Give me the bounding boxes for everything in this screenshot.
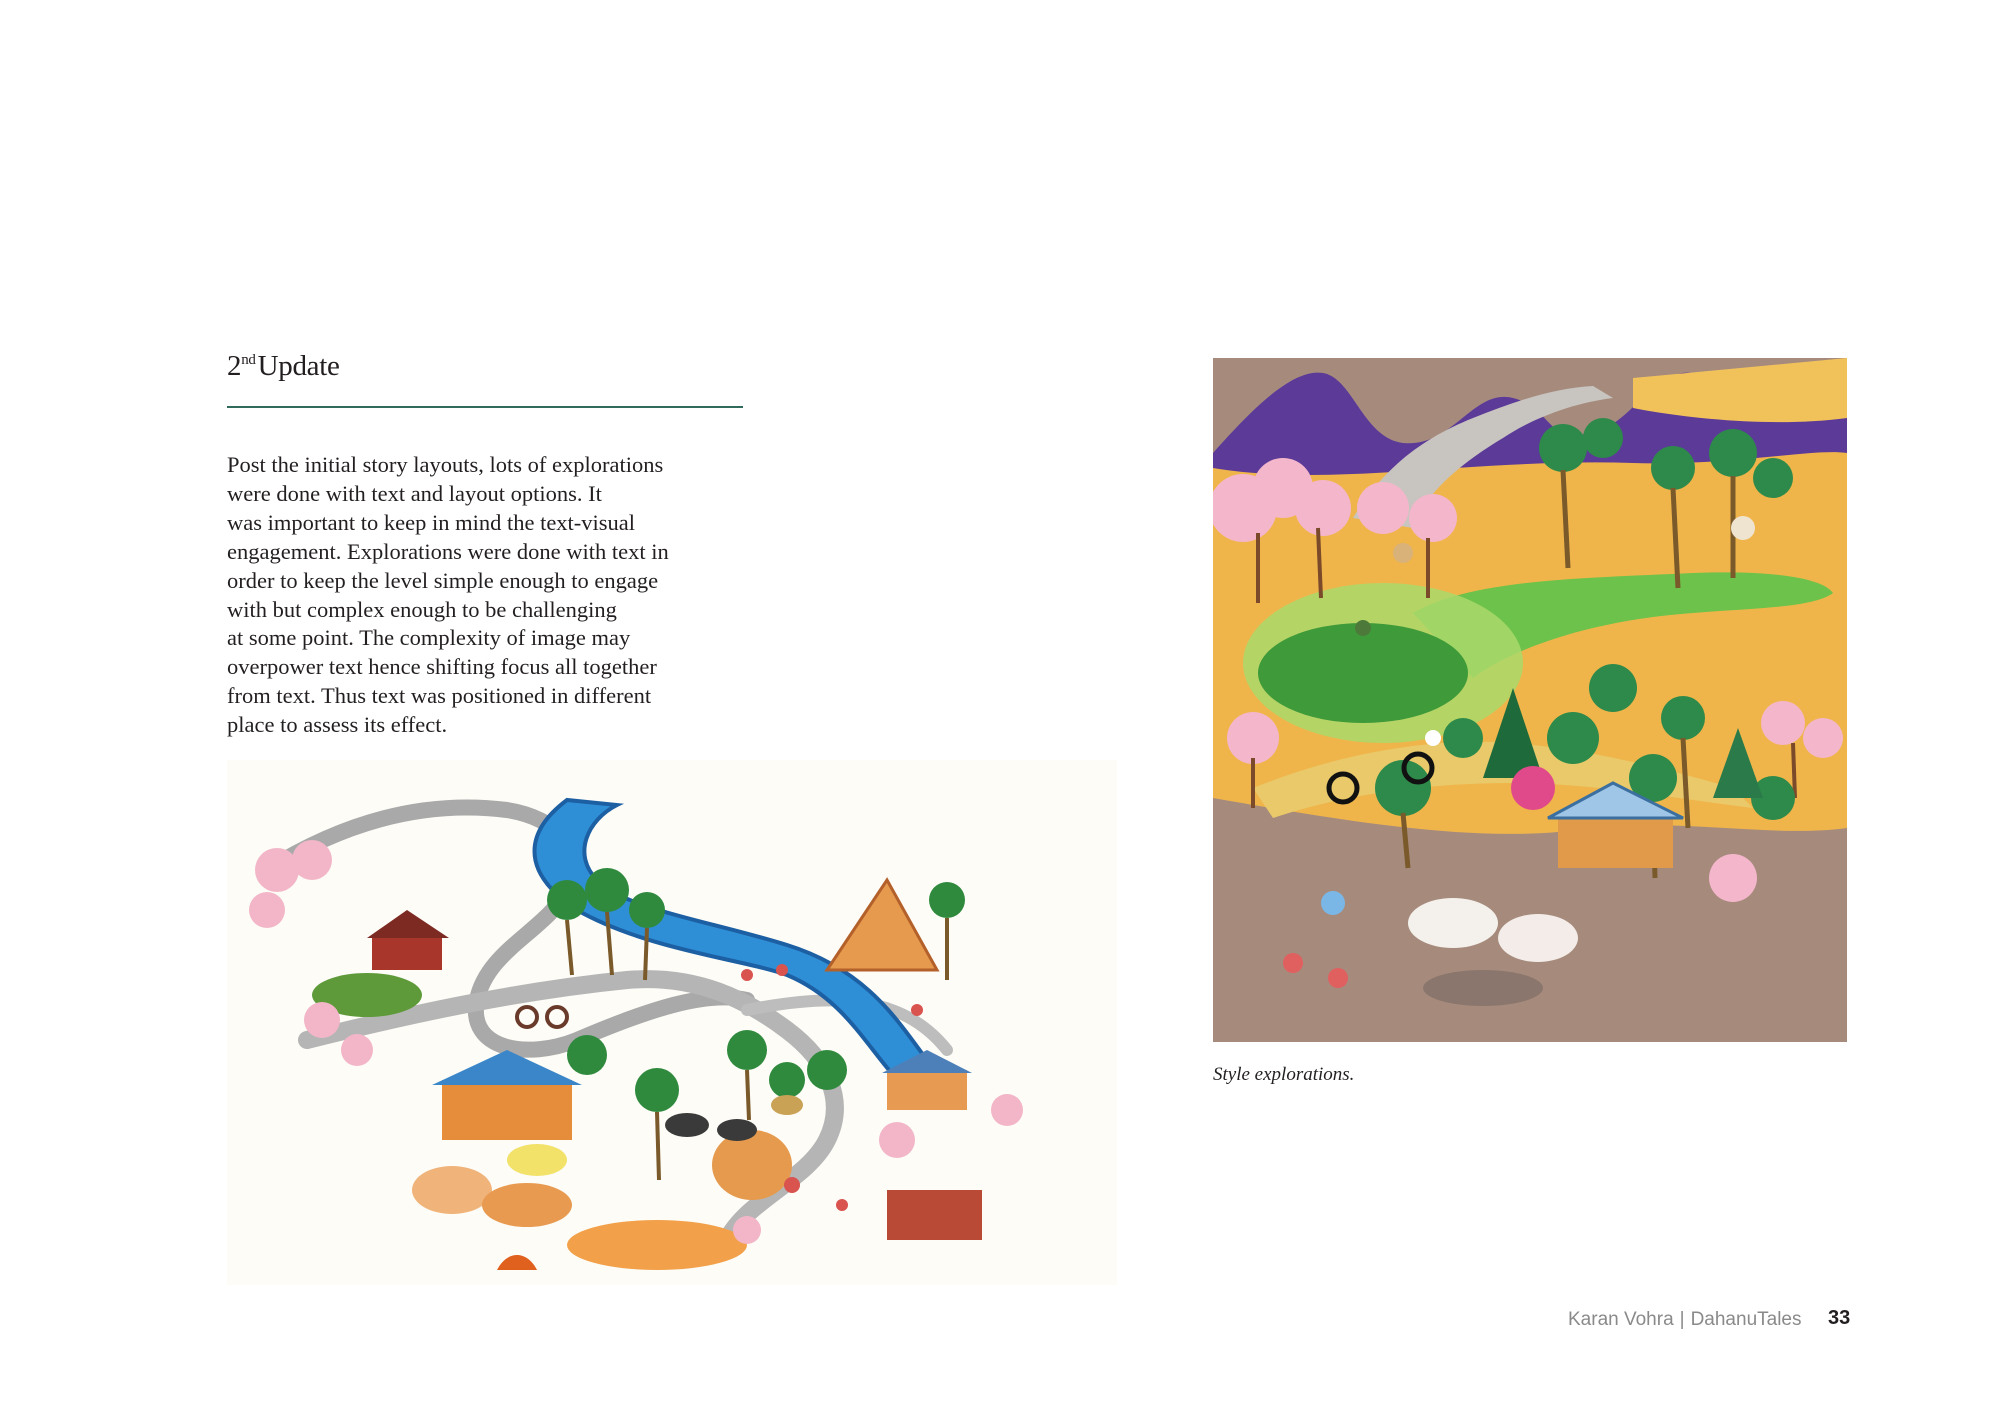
page-number: 33 (1828, 1307, 1851, 1329)
body-line: order to keep the level simple enough to engage (227, 567, 659, 593)
heading-superscript: nd (241, 352, 256, 368)
body-line: at some point. The complexity of image may (227, 625, 631, 651)
footer-project: DahanuTales (1690, 1309, 1802, 1330)
figure-caption: Style explorations. (1213, 1064, 1355, 1085)
body-line: engagement. Explorations were done with text in (227, 538, 669, 564)
heading-rule (227, 406, 743, 408)
body-line: were done with text and layout options. It (227, 480, 602, 506)
village-illustration-left (227, 760, 1117, 1285)
village-illustration-right (1213, 358, 1847, 1042)
body-line: place to assess its effect. (227, 712, 448, 738)
heading-word: Update (257, 350, 340, 382)
body-line: was important to keep in mind the text-visual (227, 509, 636, 535)
body-paragraph (227, 451, 767, 740)
footer-author: Karan Vohra (1568, 1309, 1674, 1330)
heading-ordinal: 2 (227, 350, 242, 382)
section-heading (227, 352, 340, 381)
body-line: with but complex enough to be challenging (227, 596, 617, 622)
body-line: Post the initial story layouts, lots of explorations (227, 452, 664, 477)
body-line: overpower text hence shifting focus all together (227, 654, 657, 680)
page-footer (1568, 1309, 1802, 1331)
footer-separator: | (1679, 1309, 1685, 1330)
body-line: from text. Thus text was positioned in different (227, 683, 652, 709)
